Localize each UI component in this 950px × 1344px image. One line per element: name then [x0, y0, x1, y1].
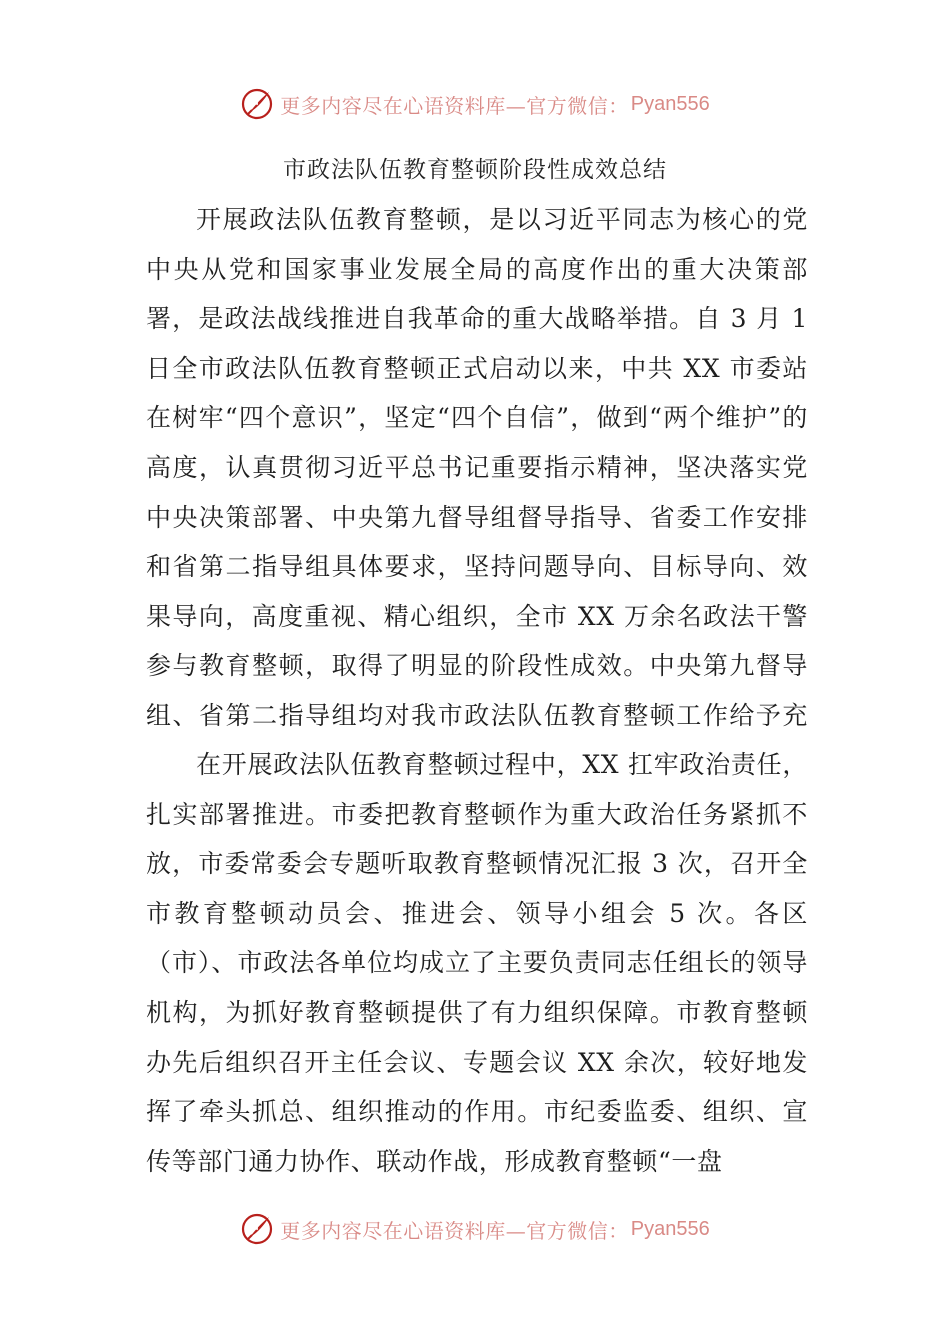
document-body: [146, 195, 808, 1190]
quill-pen-logo-icon: [240, 1212, 274, 1246]
watermark-wechat-id: Pyan556: [630, 1217, 710, 1240]
body-paragraph: 在开展政法队伍教育整顿过程中，XX 扛牢政治责任，扎实部署推进。市委把教育整顿作为重大政治任务紧抓不放，市委常委会专题听取教育整顿情况汇报 3 次，召开全市教育整顿动员会、推进会、领导小组会 5 次。各区（市）、市政法各单位均成立了主要负责同志任组长的领导机构，为抓好教育整顿提供了有力组织保障。市教育整顿办先后组织召开主任会议、专题会议 XX 余次，较好地发挥了牵头抓总、组织推动的作用。市纪委监委、组织、宣传等部门通力协作、联动作战，形成教育整顿“一盘: [146, 750, 808, 1176]
watermark-wechat-id: Pyan556: [630, 92, 710, 115]
watermark-banner-bottom: [0, 1207, 950, 1251]
document-title: 市政法队伍教育整顿阶段性成效总结: [283, 157, 667, 183]
watermark-banner-top: [0, 82, 950, 126]
watermark-text: 更多内容尽在心语资料库—官方微信：: [280, 1218, 629, 1243]
watermark-text: 更多内容尽在心语资料库—官方微信：: [280, 93, 629, 118]
quill-pen-logo-icon: [240, 87, 274, 121]
body-paragraph: 开展政法队伍教育整顿，是以习近平同志为核心的党中央从党和国家事业发展全局的高度作出的重大决策部署，是政法战线推进自我革命的重大战略举措。自 3 月 1 日全市政法队伍教育整顿正式启动以来，中共 XX 市委站在树牢“四个意识”，坚定“四个自信”，做到“两个维护”的高度，认真贯彻习近平总书记重要指示精神，坚决落实党中央决策部署、中央第九督导组督导指导、省委工作安排和省第二指导组具体要求，坚持问题导向、目标导向、效果导向，高度重视、精心组织，全市 XX 万余名政法干警参与教育整顿，取得了明显的阶段性成效。中央第九督导组、省第二指导组均对我市政法队伍教育整顿工作给予充: [146, 205, 808, 730]
